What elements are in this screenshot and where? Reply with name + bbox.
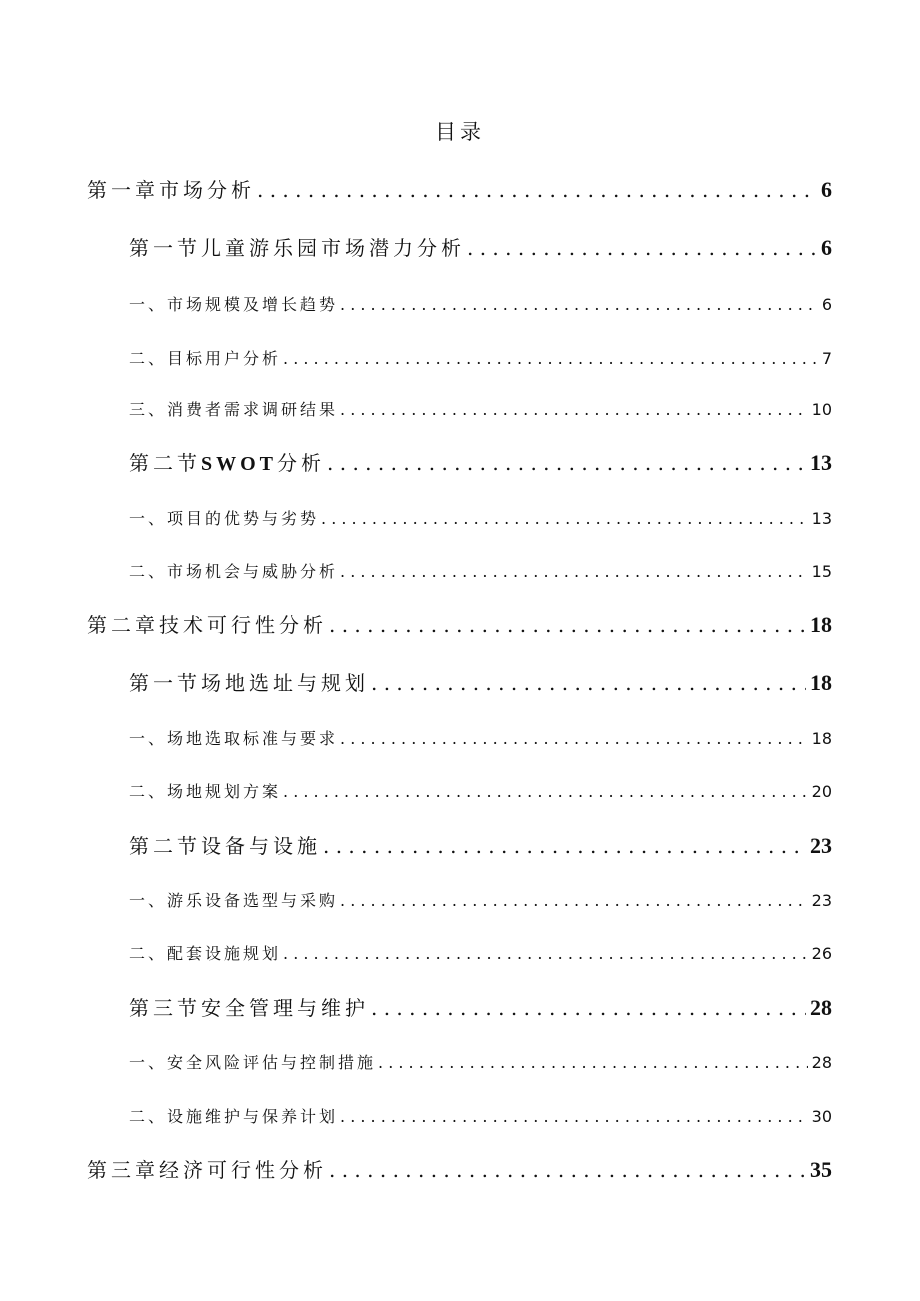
toc-leader-dots: [340, 400, 808, 419]
toc-entry-chapter-1[interactable]: [87, 174, 832, 203]
toc-entry-sub-2-3-2[interactable]: [129, 1104, 832, 1127]
toc-page-number: 6: [821, 235, 832, 260]
toc-entry-sub-1-2-2[interactable]: [129, 559, 832, 582]
toc-entry-label: 二、目标用户分析: [129, 349, 282, 368]
toc-leader-dots: [321, 509, 808, 528]
toc-leader-dots: [283, 944, 808, 963]
toc-entry-section-1-1[interactable]: [129, 232, 832, 261]
toc-entry-section-2-3[interactable]: [129, 992, 832, 1021]
toc-page-number: 26: [811, 944, 832, 963]
toc-entry-label: 第一节儿童游乐园市场潜力分析: [129, 236, 465, 260]
toc-entry-label: 二、设施维护与保养计划: [129, 1107, 339, 1126]
toc-page-number: 35: [810, 1157, 832, 1182]
toc-title: 目录: [435, 120, 485, 144]
toc-entry-chapter-3[interactable]: [87, 1154, 832, 1183]
toc-entry-label: 一、安全风险评估与控制措施: [129, 1053, 377, 1072]
toc-leader-dots: [283, 349, 818, 368]
toc-entry-sub-1-1-1[interactable]: [129, 292, 832, 315]
toc-entry-label: 一、项目的优势与劣势: [129, 509, 320, 528]
toc-entry-sub-2-3-1[interactable]: [129, 1050, 832, 1073]
toc-entry-sub-1-1-3[interactable]: [129, 397, 832, 420]
toc-entry-section-1-2[interactable]: [129, 447, 832, 476]
toc-page-number: 20: [811, 782, 832, 801]
toc-entry-label: 第一节场地选址与规划: [129, 671, 369, 695]
toc-leader-dots: [467, 236, 817, 260]
toc-entry-sub-2-1-2[interactable]: [129, 779, 832, 802]
toc-leader-dots: [340, 1107, 808, 1126]
toc-entry-sub-1-1-2[interactable]: [129, 346, 832, 369]
toc-page-number: 15: [811, 562, 832, 581]
toc-entry-label: 二、场地规划方案: [129, 782, 282, 801]
toc-page-number: 6: [821, 295, 832, 314]
toc-entry-label: 第二节SWOT分析: [129, 451, 326, 475]
toc-entry-sub-1-2-1[interactable]: [129, 506, 832, 529]
toc-leader-dots: [340, 891, 808, 910]
toc-entry-sub-2-1-1[interactable]: [129, 726, 832, 749]
toc-page-number: 18: [810, 612, 832, 637]
toc-page-number: 30: [811, 1107, 832, 1126]
toc-entry-label-bold: SWOT: [201, 453, 278, 475]
toc-entry-label: 一、场地选取标准与要求: [129, 729, 339, 748]
toc-leader-dots: [327, 451, 806, 475]
toc-page-number: 28: [811, 1053, 832, 1072]
toc-leader-dots: [329, 1158, 806, 1182]
toc-entry-label: 第三节安全管理与维护: [129, 996, 369, 1020]
toc-entry-label: 一、游乐设备选型与采购: [129, 891, 339, 910]
toc-entry-label: 二、市场机会与威胁分析: [129, 562, 339, 581]
toc-page-number: 6: [821, 177, 832, 202]
toc-leader-dots: [340, 295, 818, 314]
toc-leader-dots: [257, 178, 817, 202]
toc-entry-sub-2-2-2[interactable]: [129, 941, 832, 964]
toc-page-number: 28: [810, 995, 832, 1020]
toc-entry-section-2-2[interactable]: [129, 830, 832, 859]
toc-page-number: 23: [810, 833, 832, 858]
toc-entry-label: 二、配套设施规划: [129, 944, 282, 963]
toc-page-number: 18: [810, 670, 832, 695]
toc-entry-chapter-2[interactable]: [87, 609, 832, 638]
toc-entry-label: 第三章经济可行性分析: [87, 1158, 327, 1182]
toc-page-number: 13: [811, 509, 832, 528]
toc-leader-dots: [371, 671, 806, 695]
toc-leader-dots: [323, 834, 806, 858]
toc-leader-dots: [340, 729, 808, 748]
toc-entry-label: 三、消费者需求调研结果: [129, 400, 339, 419]
toc-page-number: 23: [811, 891, 832, 910]
toc-entry-label: 一、市场规模及增长趋势: [129, 295, 339, 314]
toc-leader-dots: [329, 613, 806, 637]
toc-leader-dots: [378, 1053, 808, 1072]
toc-entry-label: 第二节设备与设施: [129, 834, 321, 858]
toc-page-number: 13: [810, 450, 832, 475]
toc-page-number: 7: [821, 349, 832, 368]
toc-entry-sub-2-2-1[interactable]: [129, 888, 832, 911]
toc-leader-dots: [371, 996, 806, 1020]
toc-entry-section-2-1[interactable]: [129, 667, 832, 696]
toc-page-number: 18: [811, 729, 832, 748]
toc-entry-label: 第一章市场分析: [87, 178, 255, 202]
toc-leader-dots: [283, 782, 808, 801]
toc-leader-dots: [340, 562, 808, 581]
toc-page-number: 10: [811, 400, 832, 419]
toc-entry-label: 第二章技术可行性分析: [87, 613, 327, 637]
